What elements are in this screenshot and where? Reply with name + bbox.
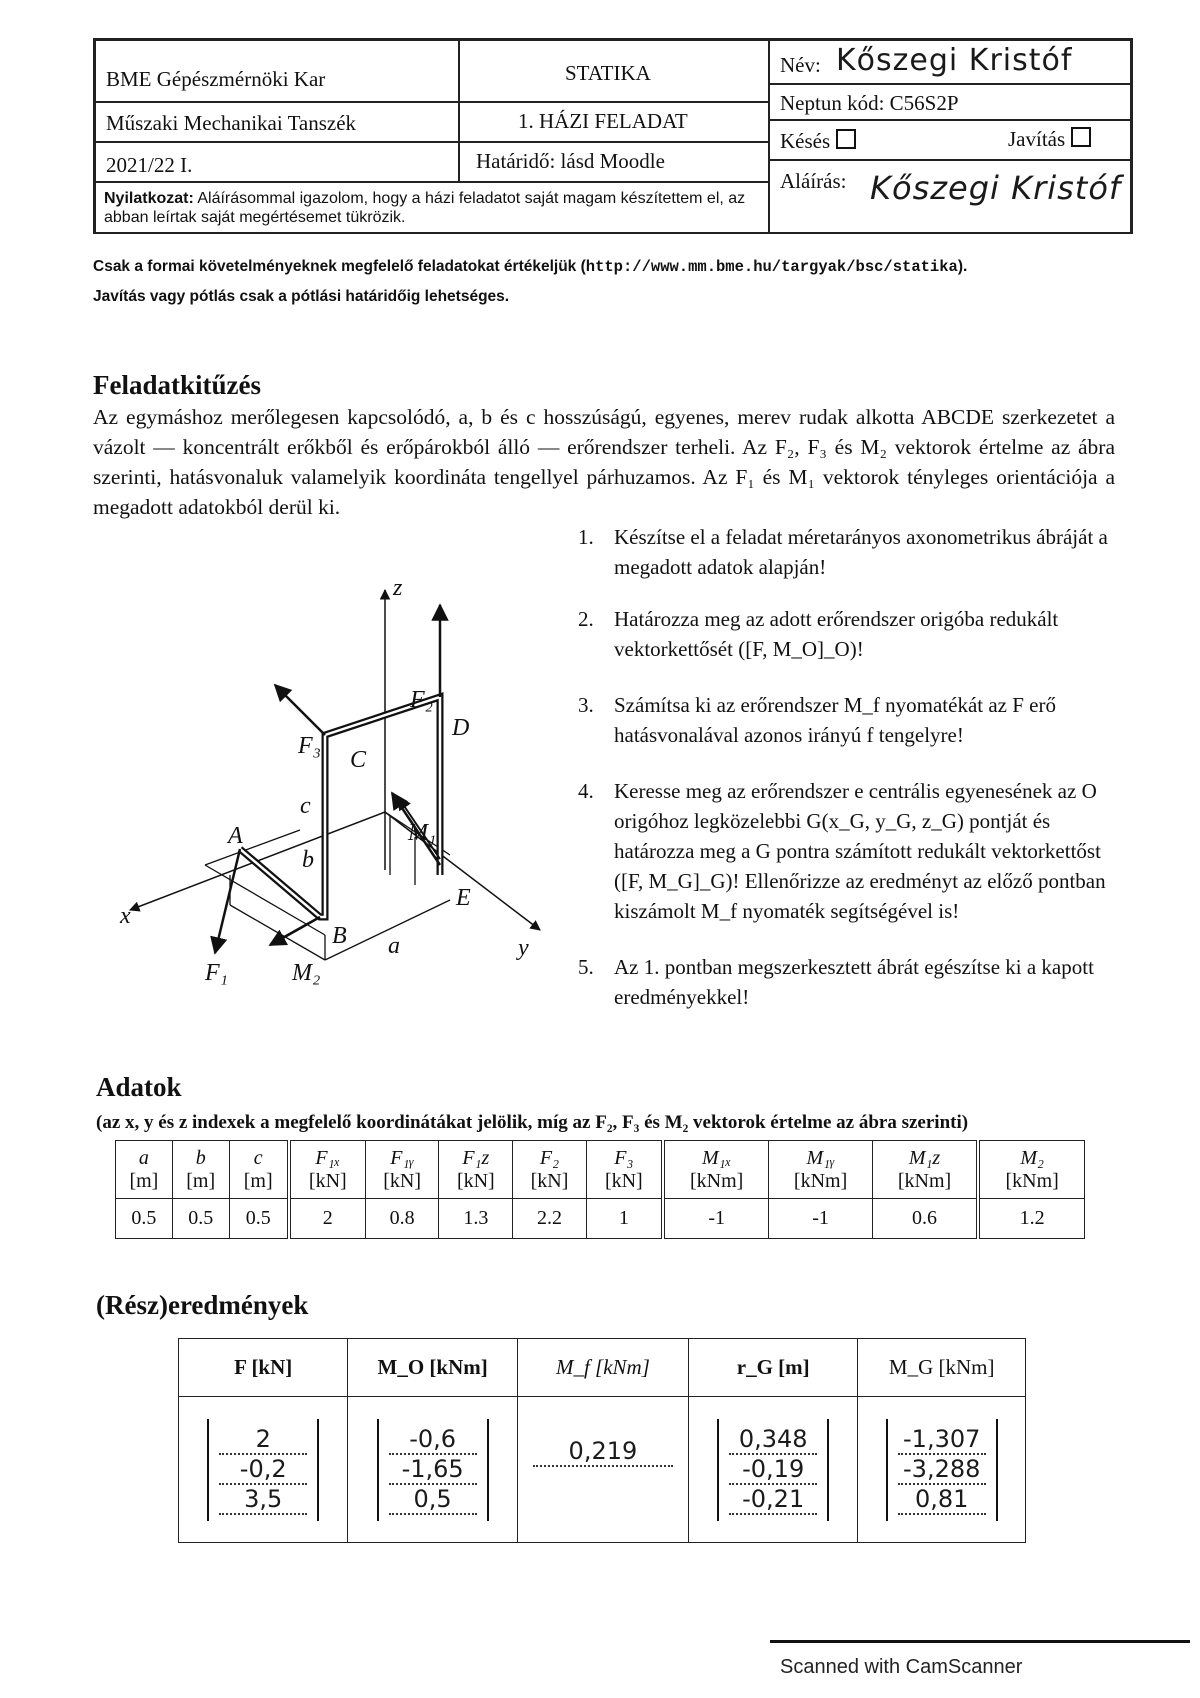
- fix-label: Javítás: [1008, 127, 1066, 151]
- label-x: x: [120, 903, 131, 929]
- label-M1: M₁: [408, 820, 437, 846]
- MG-y: -3,288: [898, 1455, 986, 1485]
- signature: Kőszegi Kristóf: [870, 169, 1122, 207]
- F-result: [179, 1397, 348, 1543]
- value-cell: 0.8: [365, 1199, 439, 1239]
- task-num: 1.: [578, 525, 594, 549]
- rG-z: -0,21: [729, 1485, 817, 1515]
- col-header: M₂ [kNm]: [978, 1141, 1084, 1199]
- value-cell: 2.2: [513, 1199, 587, 1239]
- late-label: Késés: [780, 129, 831, 153]
- data-title: Adatok: [96, 1072, 182, 1102]
- label-F3: F₃: [298, 733, 322, 759]
- data-subtitle: (az x, y és z indexek a megfelelő koordinátákat jelölik, míg az F₂, F₃ és M₂ vektorok értelme az ábra szerinti): [96, 1112, 969, 1133]
- MO-x: -0,6: [389, 1425, 477, 1455]
- col-header: M₁ₓ [kNm]: [663, 1141, 769, 1199]
- semester: 2021/22 I.: [106, 153, 193, 177]
- note-line-2: Javítás vagy pótlás csak a pótlási határidőig lehetséges.: [93, 288, 510, 305]
- label-z: z: [393, 575, 403, 601]
- task-list: [578, 522, 1138, 1022]
- name-label: Név:: [780, 53, 821, 77]
- label-b: b: [302, 847, 314, 873]
- value-cell: 1.2: [978, 1199, 1084, 1239]
- task-text: Az 1. pontban megszerkesztett ábrát egészítse ki a kapott eredményekkel!: [614, 955, 1094, 1009]
- declaration-label: Nyilatkozat:: [104, 190, 194, 207]
- value-cell: -1: [769, 1199, 872, 1239]
- data-value-row: [116, 1199, 1085, 1239]
- course-url[interactable]: http://www.mm.bme.hu/targyak/bsc/statika: [585, 258, 958, 276]
- problem-title: Feladatkitűzés: [93, 370, 261, 400]
- task-num: 3.: [578, 693, 594, 717]
- col-header: M_O [kNm]: [348, 1339, 517, 1397]
- value-cell: 0.5: [116, 1199, 173, 1239]
- F-x: 2: [219, 1425, 307, 1455]
- problem-text: Az egymáshoz merőlegesen kapcsolódó, a, b és c hosszúságú, egyenes, merev rudak alkotta ABCDE szerkezetet a vázolt — koncentrált erőkből és erőpárokból álló — erőrendszer terheli. Az F₂, F₃ és M₂ vektorok értelme az ábra szerinti, hatásvonaluk valamelyik koordináta tengellyel párhuzamos. Az F₁ és M₁ vektorok tényleges orientációja a megadott adatokból derül ki.: [93, 405, 1115, 519]
- F3-arrow: [275, 685, 325, 735]
- F-z: 3,5: [219, 1485, 307, 1515]
- value-cell: 0.5: [172, 1199, 229, 1239]
- F-y: -0,2: [219, 1455, 307, 1485]
- task-text: Számítsa ki az erőrendszer M_f nyomatékát az F erő hatásvonalával azonos irányú f tengelyre!: [614, 693, 1056, 747]
- deadline: Határidő: lásd Moodle: [476, 149, 665, 173]
- label-c: c: [300, 793, 311, 819]
- value-cell: 1.3: [439, 1199, 513, 1239]
- results-table: [178, 1338, 1026, 1543]
- col-header: M₁ᵧ [kNm]: [769, 1141, 872, 1199]
- label-F1: F₁: [205, 960, 229, 985]
- task-text: Készítse el a feladat méretarányos axonometrikus ábráját a megadott adatok alapján!: [614, 525, 1108, 579]
- declaration-text: Aláírásommal igazolom, hogy a házi feladatot saját magam készítettem el, az abban leírtak saját megértésemet tükrözik.: [104, 190, 746, 226]
- data-table: [115, 1140, 1085, 1239]
- subject: STATIKA: [565, 61, 651, 85]
- rG-result: [688, 1397, 857, 1543]
- Mf-result: [517, 1397, 688, 1543]
- col-header: F₁z [kN]: [439, 1141, 513, 1199]
- value-cell: 2: [289, 1199, 366, 1239]
- faculty: BME Gépészmérnöki Kar: [106, 67, 326, 91]
- col-header: M_G [kNm]: [858, 1339, 1026, 1397]
- value-cell: 0.6: [872, 1199, 978, 1239]
- col-header: M₁z [kNm]: [872, 1141, 978, 1199]
- label-y: y: [518, 935, 529, 961]
- MG-z: 0,81: [898, 1485, 986, 1515]
- task-num: 2.: [578, 607, 594, 631]
- label-a: a: [388, 933, 400, 959]
- F1-arrow: [215, 849, 240, 953]
- note-text: Csak a formai követelményeknek megfelelő feladatokat értékeljük (: [93, 258, 586, 275]
- department: Műszaki Mechanikai Tanszék: [106, 111, 357, 135]
- col-header: F₃ [kN]: [586, 1141, 663, 1199]
- footer-rule: [770, 1640, 1190, 1643]
- MO-y: -1,65: [389, 1455, 477, 1485]
- col-header: F [kN]: [179, 1339, 348, 1397]
- label-D: D: [452, 715, 470, 741]
- results-header-row: [179, 1339, 1026, 1397]
- signature-label: Aláírás:: [780, 169, 847, 193]
- col-header: F₁ᵧ [kN]: [365, 1141, 439, 1199]
- note-line-1: [93, 258, 967, 276]
- late-field: [780, 129, 856, 154]
- col-header: b [m]: [172, 1141, 229, 1199]
- fix-field: [1008, 127, 1091, 152]
- label-M2: M₂: [292, 960, 321, 985]
- header-box: [93, 38, 1133, 234]
- Mf-value: 0,219: [533, 1437, 673, 1467]
- fix-checkbox[interactable]: [1071, 127, 1091, 147]
- label-B: B: [332, 923, 347, 949]
- col-header: F₁ₓ [kN]: [289, 1141, 366, 1199]
- rG-x: 0,348: [729, 1425, 817, 1455]
- results-value-row: [179, 1397, 1026, 1543]
- label-A: A: [228, 823, 243, 849]
- MG-x: -1,307: [898, 1425, 986, 1455]
- name-value: Kőszegi Kristóf: [836, 43, 1073, 78]
- MO-result: [348, 1397, 517, 1543]
- task-num: 5.: [578, 955, 594, 979]
- label-F2: F₂: [410, 687, 434, 713]
- task-text: Keresse meg az erőrendszer e centrális egyenesének az O origóhoz legközelebbi G(x_G, y_G, z_G) pontját és határozza meg a G pontra számított redukált vektorkettőst ([F, M_G]_G)! Ellenőrizze az eredményt az előző pontban kiszámolt M_f nyomaték segítségével is!: [614, 779, 1106, 923]
- late-checkbox[interactable]: [836, 129, 856, 149]
- footer-watermark: Scanned with CamScanner: [780, 1656, 1023, 1678]
- neptun-code: Neptun kód: C56S2P: [780, 91, 959, 115]
- col-header: c [m]: [229, 1141, 289, 1199]
- assignment: 1. HÁZI FELADAT: [518, 109, 688, 133]
- results-title: (Rész)eredmények: [96, 1290, 309, 1320]
- structure-figure: [110, 575, 550, 985]
- col-header: M_f [kNm]: [517, 1339, 688, 1397]
- MO-z: 0,5: [389, 1485, 477, 1515]
- MG-result: [858, 1397, 1026, 1543]
- note-close: ).: [957, 258, 968, 275]
- M2-arrow-2: [278, 920, 315, 941]
- value-cell: 1: [586, 1199, 663, 1239]
- col-header: r_G [m]: [688, 1339, 857, 1397]
- data-header-row: [116, 1141, 1085, 1199]
- value-cell: 0.5: [229, 1199, 289, 1239]
- task-text: Határozza meg az adott erőrendszer origóba redukált vektorkettősét ([F, M_O]_O)!: [614, 607, 1059, 661]
- task-num: 4.: [578, 779, 594, 803]
- col-header: a [m]: [116, 1141, 173, 1199]
- label-C: C: [350, 747, 367, 773]
- value-cell: -1: [663, 1199, 769, 1239]
- rG-y: -0,19: [729, 1455, 817, 1485]
- label-E: E: [456, 885, 471, 911]
- col-header: F₂ [kN]: [513, 1141, 587, 1199]
